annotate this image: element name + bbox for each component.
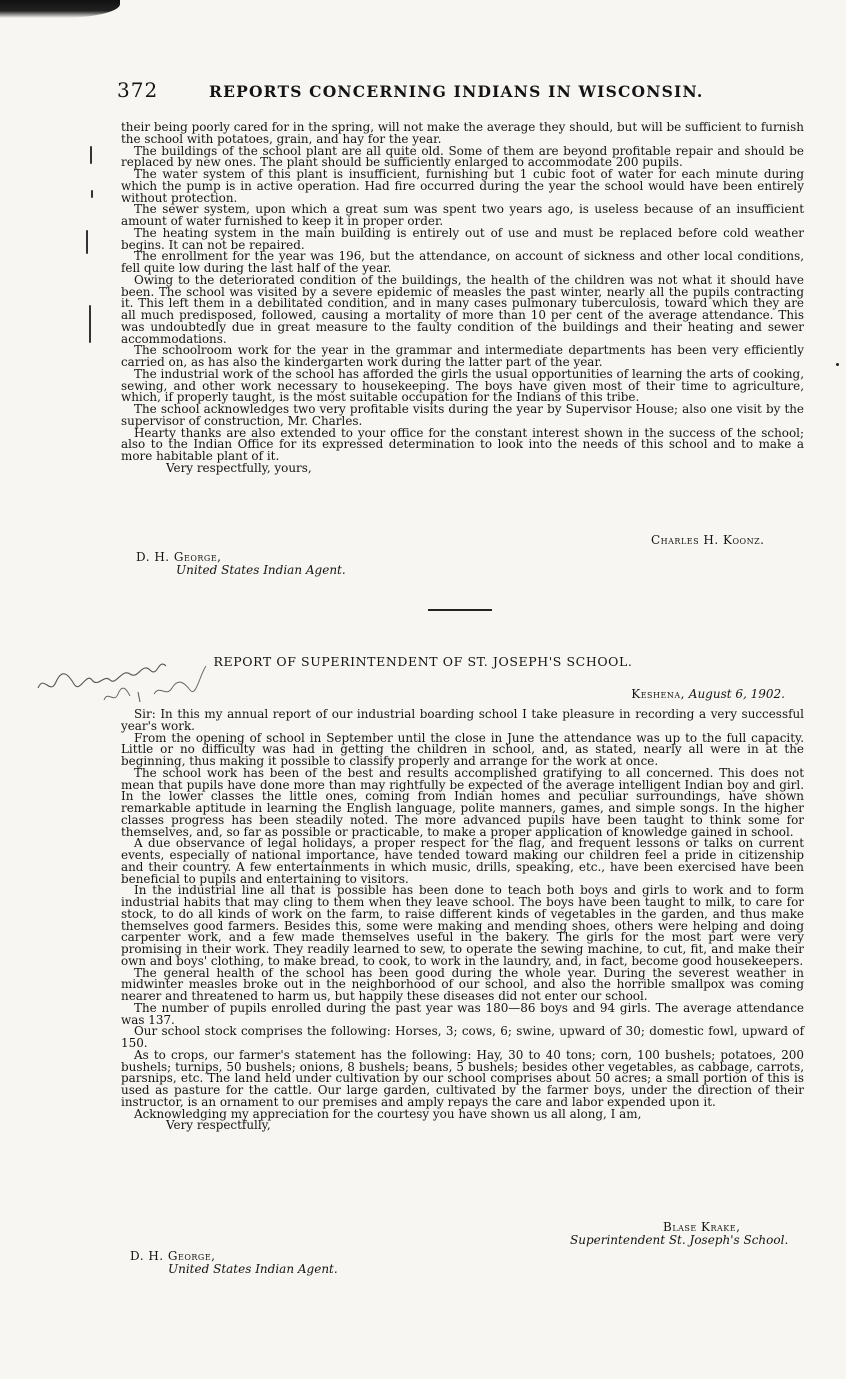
paragraph: Acknowledging my appreciation for the courtesy you have shown us all along, I am, bbox=[134, 1106, 642, 1121]
paragraph: Hearty thanks are also extended to your office for the constant interest shown in the success of the school; also to the Indian Office for its expressed determination to look into the needs of this school and to make a more habitable plant of it. bbox=[121, 425, 804, 463]
paragraph: their being poorly cared for in the spring, will not make the average they should, but will be sufficient to furnish the school with potatoes, grain, and hay for the year. bbox=[121, 120, 804, 146]
addressee-name: D. H. George, bbox=[130, 1249, 216, 1263]
closing: Very respectfully, bbox=[166, 1118, 271, 1133]
paragraph: In the industrial line all that is possible has been done to teach both boys and girls to work and to form industrial habits that may cling to them when they leave school. The boys have been taught to milk, to care for stock, to do all kinds of work on the farm, to raise different kinds of vegetables in the garden, and thus make themselves good farmers. Besides this, some were making and mending shoes, others were helping and doing carpenter work, and a few made themselves useful in the bakery. The girls for the most part were very promising in their work. They readily learned to sew, to operate the sewing machine, to cut, fit, and make their own and boys' clothing, to make bread, to cook, to work in the laundry, and, in fact, become good housekeepers. bbox=[121, 883, 804, 968]
margin-mark bbox=[90, 146, 92, 164]
section-divider bbox=[428, 609, 492, 611]
section-st-josephs-report bbox=[121, 709, 804, 1132]
margin-dot bbox=[836, 363, 839, 366]
signature-koonz: Charles H. Koonz. bbox=[651, 533, 765, 547]
paragraph: The school work has been of the best and results accomplished gratifying to all concerned. This does not mean that pupils have done more than may rightfully be expected of the average intelligent Indian boy and girl. In the lower classes the little ones, coming from Indian homes and peculiar surroundings, have shown remarkable aptitude in learning the English language, polite manners, games, and simple songs. In the higher classes progress has been steadily noted. The more advanced pupils have been taught to think some for themselves, and, so far as possible or practicable, to make a proper application of knowledge gained in school. bbox=[121, 765, 804, 839]
margin-mark bbox=[91, 190, 93, 198]
paragraph: The heating system in the main building is entirely out of use and must be replaced before cold weather begins. It can not be repaired. bbox=[121, 225, 804, 252]
paragraph: Sir: In this my annual report of our industrial boarding school I take pleasure in recording a very successful year's work. bbox=[121, 707, 804, 733]
dateline-date: August 6, 1902. bbox=[688, 687, 785, 701]
margin-mark bbox=[86, 230, 88, 254]
paragraph: The number of pupils enrolled during the past year was 180—86 boys and 94 girls. The average attendance was 137. bbox=[121, 1000, 804, 1027]
closing: Very respectfully, yours, bbox=[166, 460, 312, 475]
paragraph: The sewer system, upon which a great sum was spent two years ago, is useless because of an insufficient amount of water furnished to keep it in proper order. bbox=[121, 202, 804, 228]
paragraph: The enrollment for the year was 196, but the attendance, on account of sickness and other local conditions, fell quite low during the last half of the year. bbox=[121, 249, 804, 275]
page-header bbox=[117, 78, 817, 102]
page-number: 372 bbox=[117, 78, 159, 102]
report-title: REPORT OF SUPERINTENDENT OF ST. JOSEPH'S SCHOOL. bbox=[213, 654, 633, 669]
margin-mark bbox=[89, 305, 91, 343]
signature-title: Superintendent St. Joseph's School. bbox=[570, 1233, 789, 1247]
paragraph: The water system of this plant is insufficient, furnishing but 1 cubic foot of water for each minute during which the pump is in active operation. Had fire occurred during the year the school would have been entirely without protection. bbox=[121, 167, 804, 205]
handwritten-annotation bbox=[34, 644, 224, 704]
addressee-name: D. H. George, bbox=[136, 550, 222, 564]
paragraph: The schoolroom work for the year in the grammar and intermediate departments has been very efficiently carried on, as has also the kindergarten work during the latter part of the year. bbox=[121, 343, 804, 369]
dateline bbox=[500, 687, 785, 701]
addressee-title: United States Indian Agent. bbox=[176, 563, 346, 577]
paragraph: The industrial work of the school has afforded the girls the usual opportunities of learning the arts of cooking, sewing, and other work necessary to housekeeping. The boys have given most of their time to agriculture, which, if properly taught, is the most suitable occupation for the Indians of this tribe. bbox=[121, 366, 804, 405]
paragraph: Our school stock comprises the following: Horses, 3; cows, 6; swine, upward of 30; domestic fowl, upward of 150. bbox=[121, 1024, 804, 1050]
scan-corner-mark bbox=[0, 0, 120, 18]
paragraph: Owing to the deteriorated condition of the buildings, the health of the children was not what it should have been. The school was visited by a severe epidemic of measles the past winter, nearly all the pupils contracting it. This left them in a debilitated condition, and in many cases pulmonary tuberculosis, toward which they are all much predisposed, followed, causing a mortality of more than 10 per cent of the average attendance. This was undoubtedly due in great measure to the faulty condition of the buildings and their heating and sewer accommodations. bbox=[121, 272, 804, 346]
paragraph: A due observance of legal holidays, a proper respect for the flag, and frequent lessons or talks on current events, especially of national importance, have tended toward making our children feel a pride in citizenship and their country. A few entertainments in which music, drills, speaking, etc., have been exercised have been beneficial to pupils and entertaining to visitors. bbox=[121, 836, 804, 886]
paragraph: From the opening of school in September until the close in June the attendance was up to the full capacity. Little or no difficulty was had in getting the children in school, and, as stated, nearly all were in at the beginning, thus making it possible to classify properly and arrange for the work at once. bbox=[121, 730, 804, 768]
signature-krake: Blase Krake, bbox=[663, 1220, 741, 1234]
paragraph: The buildings of the school plant are all quite old. Some of them are beyond profitable repair and should be replaced by new ones. The plant should be sufficiently enlarged to accommodate 200 pupils. bbox=[121, 143, 804, 170]
paragraph: As to crops, our farmer's statement has the following: Hay, 30 to 40 tons; corn, 100 bushels; potatoes, 200 bushels; turnips, 50 bushels; onions, 8 bushels; beans, 5 bushels; besides other vegetables, as cabbage, carrots, parsnips, etc. The land held under cultivation by our school comprises about 50 acres; a small portion of this is used as pasture for the cattle. Our large garden, cultivated by the farmer boys, under the direction of their instructor, is an ornament to our premises and amply repays the care and labor expended upon it. bbox=[121, 1047, 804, 1109]
addressee-title: United States Indian Agent. bbox=[168, 1262, 338, 1276]
section-koonz-report bbox=[121, 122, 804, 475]
running-title: REPORTS CONCERNING INDIANS IN WISCONSIN. bbox=[209, 82, 704, 101]
dateline-place: Keshena, bbox=[631, 687, 685, 701]
paragraph: The general health of the school has been good during the whole year. During the severest weather in midwinter measles broke out in the neighborhood of our school, and also the horrible smallpox was coming nearer and threatened to harm us, but happily these diseases did not enter our school. bbox=[121, 965, 804, 1003]
paragraph: The school acknowledges two very profitable visits during the year by Supervisor House; also one visit by the supervisor of construction, Mr. Charles. bbox=[121, 402, 804, 428]
